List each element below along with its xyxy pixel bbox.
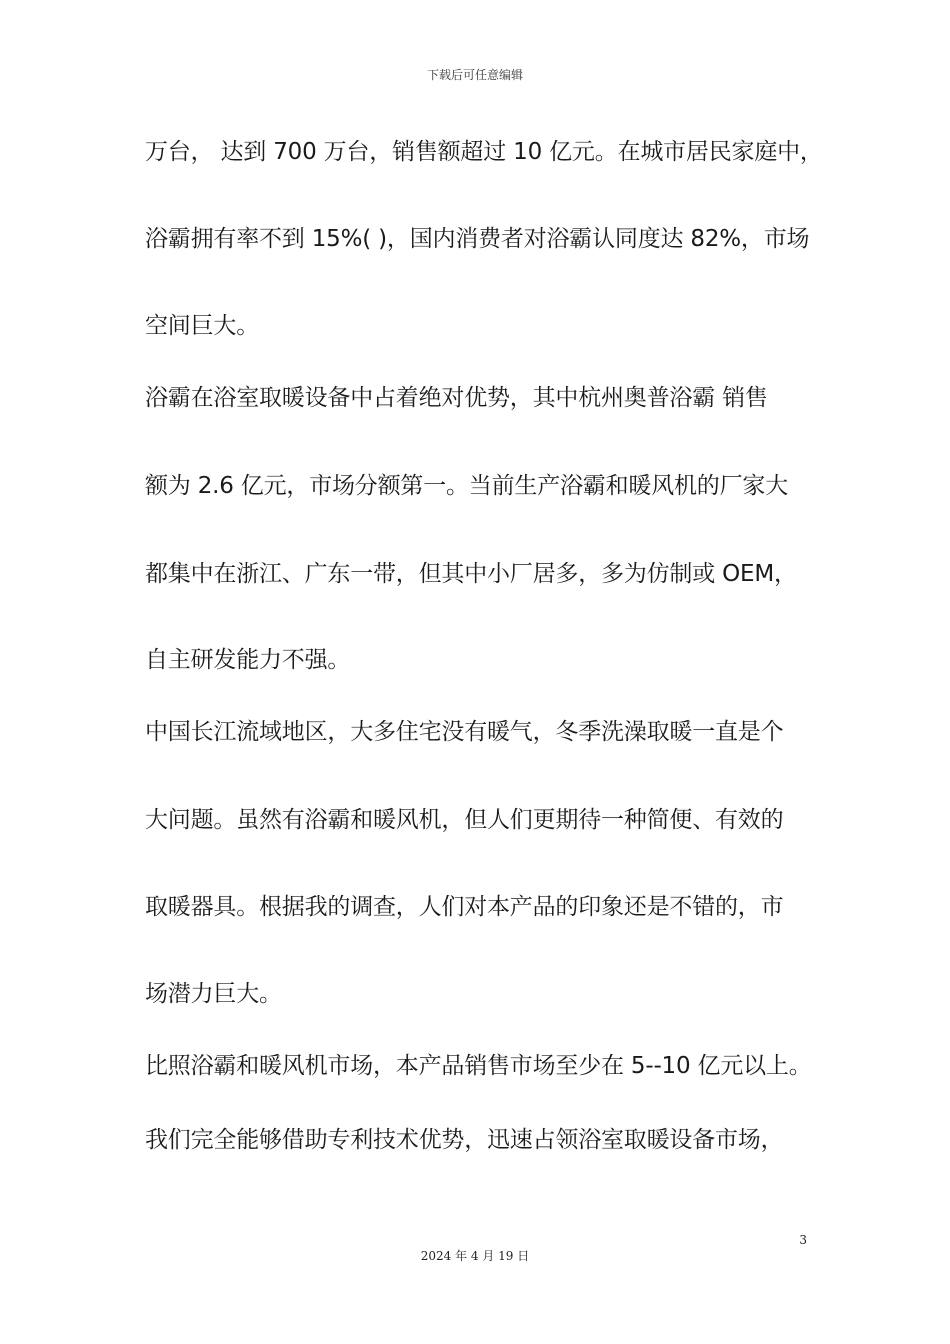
body-line: 额为 2.6 亿元，市场分额第一。当前生产浴霸和暖风机的厂家大 xyxy=(145,473,788,499)
body-line: 场潜力巨大。 xyxy=(145,981,282,1007)
body-line: 浴霸拥有率不到 15%( )，国内消费者对浴霸认同度达 82%，市场 xyxy=(145,226,810,252)
footer-date: 2024 年 4 月 19 日 xyxy=(420,1249,530,1263)
body-line: 我们完全能够借助专利技术优势，迅速占领浴室取暖设备市场， xyxy=(145,1127,784,1153)
body-line: 都集中在浙江、广东一带，但其中小厂居多，多为仿制或 OEM， xyxy=(145,561,797,587)
page-number: 3 xyxy=(799,1233,807,1247)
page-header-note: 下载后可任意编辑 xyxy=(426,68,523,82)
body-line: 比照浴霸和暖风机市场，本产品销售市场至少在 5--10 亿元以上。 xyxy=(145,1053,812,1079)
body-line: 中国长江流域地区，大多住宅没有暖气，冬季洗澡取暖一直是个 xyxy=(145,719,784,745)
body-line: 取暖器具。根据我的调查，人们对本产品的印象还是不错的，市 xyxy=(145,894,784,920)
body-line: 浴霸在浴室取暖设备中占着绝对优势，其中杭州奥普浴霸 销售 xyxy=(145,385,768,411)
body-line: 空间巨大。 xyxy=(145,313,260,339)
body-line: 万台， 达到 700 万台，销售额超过 10 亿元。在城市居民家庭中， xyxy=(145,139,823,165)
body-line: 自主研发能力不强。 xyxy=(145,647,351,673)
body-line: 大问题。虽然有浴霸和暖风机，但人们更期待一种简便、有效的 xyxy=(145,807,784,833)
